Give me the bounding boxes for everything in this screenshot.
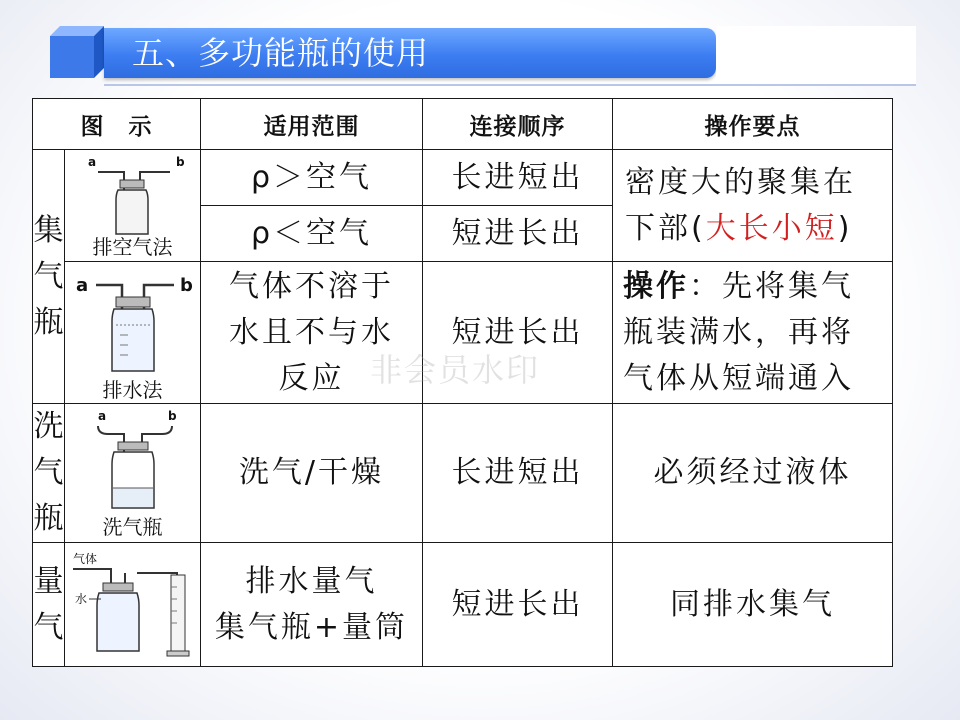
points-text: 下部( [625,210,706,246]
header-order: 连接顺序 [423,99,613,150]
points-text: ：先将集气 [689,268,854,304]
table-row [33,150,893,206]
svg-text:a: a [75,274,88,296]
table-row [33,262,893,404]
header-figure-label: 图 示 [80,113,153,140]
range-line: 水且不与水 [229,314,394,350]
group-label-char: 洗 [33,409,64,444]
points-cell [613,262,893,404]
figure-wash-bottle [65,404,201,543]
order-cell: 短进长出 [423,543,613,667]
group-label-char: 气 [33,609,64,645]
order-cell: 短进长出 [423,262,613,404]
svg-text:b: b [167,409,177,423]
group-label-char: 气 [33,455,64,490]
points-line [625,206,892,252]
group-label-char: 瓶 [33,501,64,536]
points-cell [613,150,893,262]
points-highlight: 大长小短 [705,210,838,246]
svg-text:b: b [175,154,185,169]
water-bottle-icon [68,265,198,375]
title-edge-decoration [716,26,916,84]
title-underline [104,84,916,86]
points-text: ) [837,210,853,246]
svg-text:b: b [179,274,193,296]
range-line: 集气瓶+量筒 [214,609,409,645]
order-cell: 长进短出 [423,404,613,543]
points-line [623,264,892,310]
points-line: 气体从短端通入 [623,360,854,396]
header-points: 操作要点 [613,99,893,150]
figure-air-displacement [65,150,201,262]
figure-caption: 排空气法 [92,234,173,259]
watermark: 非会员水印 [370,351,541,389]
svg-text:a: a [97,409,106,423]
svg-text:a: a [87,154,96,169]
range-cell [201,262,423,404]
range-cell: ρ＞空气 [201,150,423,206]
group-label-measure [33,543,65,667]
figure-caption: 洗气瓶 [102,515,163,539]
figure-caption: 排水法 [102,377,163,402]
usage-table [32,98,893,667]
cube-decoration [50,26,104,78]
points-line: 密度大的聚集在 [625,164,856,200]
range-line: 反应 [278,360,345,396]
order-cell: 短进长出 [423,206,613,262]
range-cell: 洗气/干燥 [201,404,423,543]
order-cell: 长进短出 [423,150,613,206]
range-cell [201,543,423,667]
group-label-collect [33,150,65,404]
points-bold: 操作 [623,268,689,304]
range-line: 排水量气 [245,563,378,599]
points-cell: 必须经过液体 [613,404,893,543]
range-cell: ρ＜空气 [201,206,423,262]
header-figure [33,99,201,150]
header-range: 适用范围 [201,99,423,150]
table-header-row [33,99,893,150]
gas-measure-icon [67,547,199,659]
figure-gas-measure [65,543,201,667]
table-row [33,543,893,667]
group-label-char: 集 [33,212,64,248]
wash-bottle-icon [68,408,198,512]
table-row [33,404,893,543]
group-label-char: 量 [33,563,64,599]
page-title: 五、多功能瓶的使用 [132,34,430,72]
air-bottle-icon [68,154,198,238]
group-label-char: 气 [33,258,64,294]
points-cell: 同排水集气 [613,543,893,667]
figure-water-displacement [65,262,201,404]
svg-text:气体: 气体 [72,551,97,566]
points-line: 瓶装满水，再将 [623,314,854,350]
group-label-char: 瓶 [33,304,64,340]
range-line: 气体不溶于 [229,268,394,304]
svg-text:水: 水 [74,591,87,606]
group-label-wash [33,404,65,543]
